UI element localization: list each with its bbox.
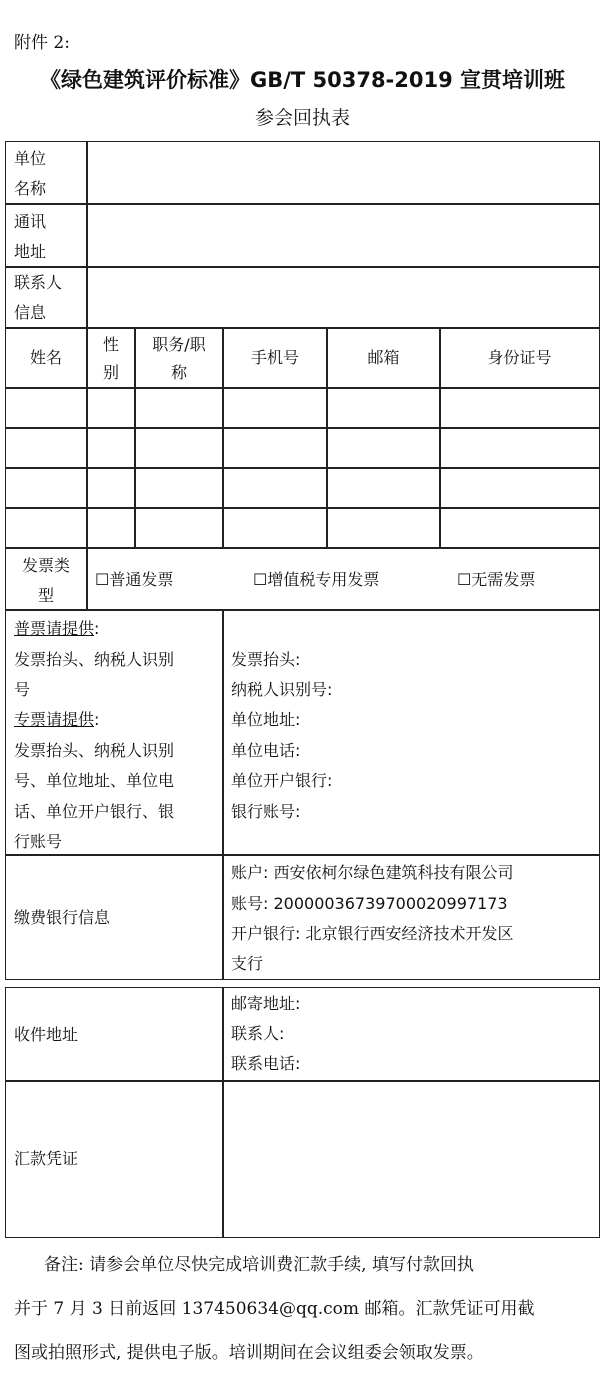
header-text: 身份证号 (487, 348, 552, 367)
label-line: 地址 (14, 242, 47, 261)
position-input[interactable] (134, 427, 224, 469)
header-id-number (439, 327, 600, 389)
header-email (326, 327, 441, 389)
position-input[interactable] (134, 507, 224, 549)
invoice-option-vat-checkbox[interactable]: ☐增值税专用发票 (253, 570, 380, 589)
invoice-field-label: 单位地址: (231, 710, 301, 729)
invoice-requirements-cell: 普票请提供: 发票抬头、纳税人识别 号 专票请提供: 发票抬头、纳税人识别 号、单位地址、单位电 话、单位开户银行、银 行账号 (5, 609, 224, 856)
unit-name-input[interactable] (86, 141, 600, 205)
label-line: 联系人 (14, 273, 63, 292)
bank-info-cell (222, 854, 600, 980)
mail-field-label: 邮寄地址: (231, 994, 301, 1013)
bank-account-number: 账号: 20000036739700020997173 (231, 894, 508, 913)
label-line: 发票类 (21, 556, 70, 575)
header-text: 姓名 (29, 348, 62, 367)
requirement-line: 话、单位开户银行、银 (14, 802, 175, 821)
label-line: 名称 (14, 179, 47, 198)
email-input[interactable] (326, 507, 441, 549)
page-title: 《绿色建筑评价标准》GB/T 50378-2019 宣贯培训班 (39, 68, 566, 92)
note-line: 并于 7 月 3 日前返回 137450634@qq.com 邮箱。汇款凭证可用截 (14, 1299, 535, 1319)
mail-field-label: 联系电话: (231, 1054, 301, 1073)
header-gender (86, 327, 136, 389)
invoice-type-label-cell (5, 547, 88, 611)
requirement-line: 行账号 (14, 832, 63, 851)
address-input[interactable] (86, 203, 600, 268)
mail-label: 收件地址 (14, 1025, 79, 1044)
header-text: 职务/职 (152, 335, 206, 354)
remittance-label-cell (5, 1080, 224, 1238)
mail-field-label: 联系人: (231, 1024, 285, 1043)
requirement-line: 发票抬头、纳税人识别 (14, 741, 175, 760)
invoice-field-label: 单位开户银行: (231, 771, 333, 790)
name-input[interactable] (5, 427, 88, 469)
id-number-input[interactable] (439, 427, 600, 469)
phone-input[interactable] (222, 427, 328, 469)
gender-input[interactable] (86, 387, 136, 429)
mail-info-input[interactable] (222, 987, 600, 1082)
requirement-line: 发票抬头、纳税人识别 (14, 650, 175, 669)
note-line: 备注: 请参会单位尽快完成培训费汇款手续, 填写付款回执 (44, 1255, 474, 1275)
bank-branch-cont: 支行 (231, 954, 264, 973)
requirement-line: 号 (14, 680, 31, 699)
contact-label-cell (5, 266, 88, 329)
remittance-label: 汇款凭证 (14, 1149, 79, 1168)
invoice-field-label: 单位电话: (231, 741, 301, 760)
label-line: 单位 (14, 149, 47, 168)
attachment-label: 附件 2: (14, 33, 70, 53)
bank-label: 缴费银行信息 (14, 908, 111, 927)
email-input[interactable] (326, 467, 441, 509)
normal-invoice-heading: 普票请提供 (14, 619, 95, 638)
phone-input[interactable] (222, 507, 328, 549)
header-phone (222, 327, 328, 389)
bank-label-cell (5, 854, 224, 980)
invoice-field-label: 纳税人识别号: (231, 680, 333, 699)
id-number-input[interactable] (439, 507, 600, 549)
email-input[interactable] (326, 387, 441, 429)
note-line: 图或拍照形式, 提供电子版。培训期间在会议组委会领取发票。 (14, 1343, 484, 1363)
label-line: 通讯 (14, 212, 47, 231)
position-input[interactable] (134, 387, 224, 429)
email-input[interactable] (326, 427, 441, 469)
header-text: 性 (102, 335, 119, 354)
bank-branch: 开户银行: 北京银行西安经济技术开发区 (231, 924, 514, 943)
contact-input[interactable] (86, 266, 600, 329)
header-text: 手机号 (250, 348, 299, 367)
gender-input[interactable] (86, 427, 136, 469)
invoice-details-input[interactable] (222, 609, 600, 856)
page-subtitle: 参会回执表 (254, 107, 350, 129)
phone-input[interactable] (222, 467, 328, 509)
header-text: 邮箱 (367, 348, 400, 367)
position-input[interactable] (134, 467, 224, 509)
label-line: 型 (37, 586, 54, 605)
name-input[interactable] (5, 467, 88, 509)
special-invoice-heading: 专票请提供 (14, 710, 95, 729)
invoice-field-label: 银行账号: (231, 802, 301, 821)
header-name (5, 327, 88, 389)
header-position (134, 327, 224, 389)
header-text: 称 (170, 363, 187, 382)
invoice-option-normal-checkbox[interactable]: ☐普通发票 (95, 570, 174, 589)
phone-input[interactable] (222, 387, 328, 429)
id-number-input[interactable] (439, 467, 600, 509)
remittance-proof-input[interactable] (222, 1080, 600, 1238)
bank-account-name: 账户: 西安依柯尔绿色建筑科技有限公司 (231, 863, 514, 882)
name-input[interactable] (5, 387, 88, 429)
header-text: 别 (102, 363, 119, 382)
address-label-cell (5, 203, 88, 268)
gender-input[interactable] (86, 507, 136, 549)
gender-input[interactable] (86, 467, 136, 509)
id-number-input[interactable] (439, 387, 600, 429)
invoice-field-label: 发票抬头: (231, 650, 301, 669)
invoice-type-options (86, 547, 600, 611)
requirement-line: 号、单位地址、单位电 (14, 771, 175, 790)
mail-label-cell (5, 987, 224, 1082)
unit-name-label-cell (5, 141, 88, 205)
label-line: 信息 (14, 303, 47, 322)
name-input[interactable] (5, 507, 88, 549)
invoice-option-none-checkbox[interactable]: ☐无需发票 (457, 570, 536, 589)
